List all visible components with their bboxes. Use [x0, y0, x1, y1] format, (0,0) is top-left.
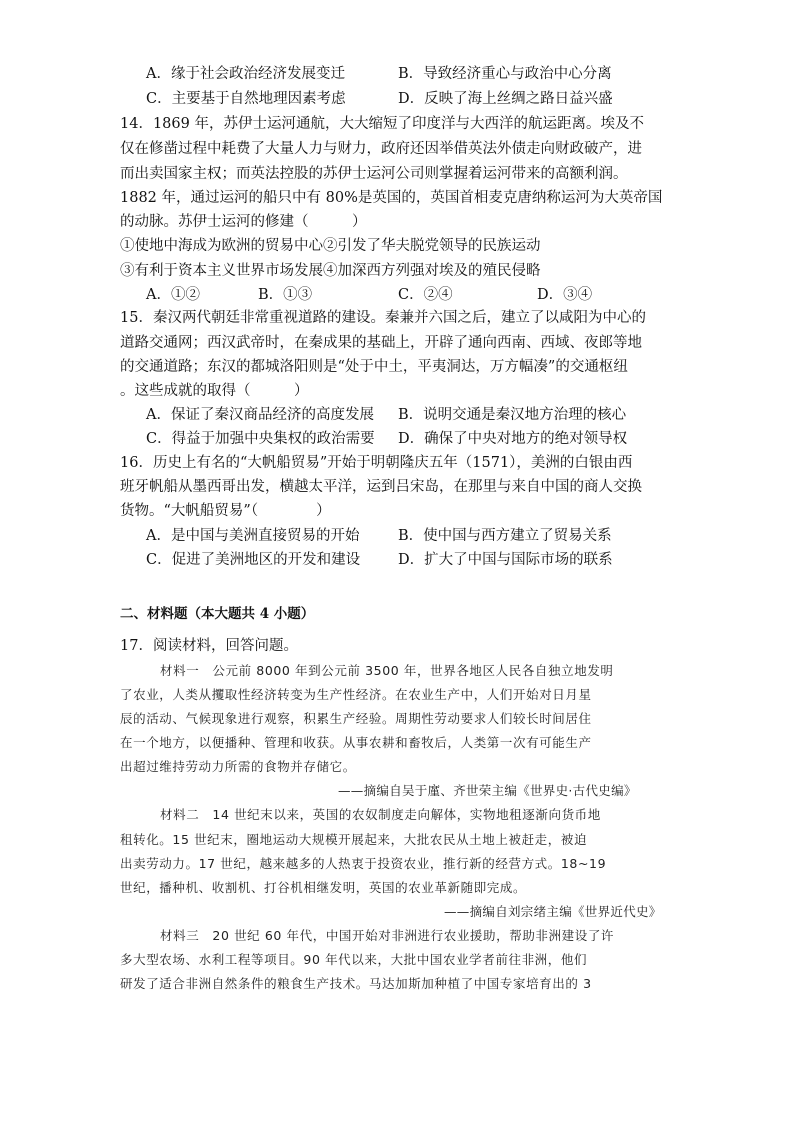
- material-three-line: 材料三 20 世纪 60 年代，中国开始对非洲进行农业援助，帮助非洲建设了许: [160, 928, 615, 943]
- q14-line: 仅在修凿过程中耗费了大量人力与财力，政府还因举借英法外债走向财政破产，进: [120, 141, 642, 157]
- q14-line: 而出卖国家主权；而英法控股的苏伊士运河公司则掌握着运河带来的高额利润。: [120, 166, 628, 182]
- q14-statement: ③有利于资本主义世界市场发展④加深西方列强对埃及的殖民侵略: [120, 263, 541, 279]
- q15-line: 道路交通网；西汉武帝时，在秦成果的基础上，开辟了通向西南、西域、夜郎等地: [120, 335, 642, 351]
- q14-line: 1882 年，通过运河的船只中有 80%是英国的，英国首相麦克唐纳称运河为大英帝国: [120, 190, 663, 206]
- q15-option-a: A．保证了秦汉商品经济的高度发展: [146, 407, 374, 423]
- material-one-line: 材料一 公元前 8000 年到公元前 3500 年，世界各地区人民各自独立地发明: [160, 663, 614, 678]
- q15-option-d: D．确保了中央对地方的绝对领导权: [398, 431, 628, 447]
- q14-statement: ①使地中海成为欧洲的贸易中心②引发了华夫脱党领导的民族运动: [120, 238, 541, 254]
- q16-option-c: C．促进了美洲地区的开发和建设: [146, 552, 361, 568]
- q15-line: 。这些成就的取得（ ）: [120, 383, 309, 399]
- material-two-line: 出卖劳动力。17 世纪，越来越多的人热衷于投资农业，推行新的经营方式。18~19: [120, 856, 607, 871]
- q14-line: 的动脉。苏伊士运河的修建（ ）: [120, 214, 367, 230]
- q15-option-c: C．得益于加强中央集权的政治需要: [146, 431, 375, 447]
- material-two-source: ——摘编自刘宗绪主编《世界近代史》: [444, 904, 662, 919]
- material-one-source: ——摘编自吴于廑、齐世荣主编《世界史·古代史编》: [338, 783, 637, 798]
- q16-line: 16．历史上有名的“大帆船贸易”开始于明朝隆庆五年（1571），美洲的白银由西: [120, 455, 633, 471]
- material-one-line: 了农业，人类从攫取性经济转变为生产性经济。在农业生产中，人们开始对日月星: [120, 687, 592, 702]
- q16-line: 货物。“大帆船贸易”（ ）: [120, 503, 331, 519]
- q13-option-b: B．导致经济重心与政治中心分离: [398, 66, 612, 82]
- q14-option-b: B．①③: [258, 287, 313, 303]
- material-three-line: 多大型农场、水利工程等项目。90 年代以来，大批中国农业学者前往非洲，他们: [120, 952, 588, 967]
- q14-line: 14．1869 年，苏伊士运河通航，大大缩短了印度洋与大西洋的航运距离。埃及不: [120, 116, 644, 132]
- q14-option-c: C．②④: [398, 287, 453, 303]
- q16-option-d: D．扩大了中国与国际市场的联系: [398, 552, 613, 568]
- q17-intro: 17．阅读材料，回答问题。: [120, 638, 298, 654]
- q15-line: 15．秦汉两代朝廷非常重视道路的建设。秦兼并六国之后，建立了以咸阳为中心的: [120, 310, 646, 326]
- material-two-line: 材料二 14 世纪末以来，英国的农奴制度走向解体，实物地租逐渐向货币地: [160, 807, 601, 822]
- material-two-line: 租转化。15 世纪末，圈地运动大规模开展起来，大批农民从土地上被赶走，被迫: [120, 832, 588, 847]
- section-heading: 二、材料题（本大题共 4 小题）: [120, 606, 315, 622]
- q13-option-a: A．缘于社会政治经济发展变迁: [146, 66, 345, 82]
- q16-option-a: A．是中国与美洲直接贸易的开始: [146, 528, 360, 544]
- q15-line: 的交通道路；东汉的都城洛阳则是“处于中土，平夷洞达，万方幅凑”的交通枢纽: [120, 359, 628, 375]
- material-three-line: 研发了适合非洲自然条件的粮食生产技术。马达加斯加种植了中国专家培育出的 3: [120, 976, 592, 991]
- q13-option-d: D．反映了海上丝绸之路日益兴盛: [398, 91, 613, 107]
- q14-option-d: D．③④: [537, 287, 593, 303]
- material-two-line: 世纪，播种机、收割机、打谷机相继发明，英国的农业革新随即完成。: [120, 880, 527, 895]
- material-one-line: 辰的活动、气候现象进行观察，积累生产经验。周期性劳动要求人们较长时间居住: [120, 711, 592, 726]
- q16-line: 班牙帆船从墨西哥出发，横越太平洋，运到吕宋岛，在那里与来自中国的商人交换: [120, 479, 642, 495]
- material-one-line: 在一个地方，以便播种、管理和收获。从事农耕和畜牧后，人类第一次有可能生产: [120, 735, 592, 750]
- q13-option-c: C．主要基于自然地理因素考虑: [146, 91, 346, 107]
- q14-option-a: A．①②: [146, 287, 200, 303]
- material-one-line: 出超过维持劳动力所需的食物并存储它。: [120, 759, 356, 774]
- q15-option-b: B．说明交通是秦汉地方治理的核心: [398, 407, 627, 423]
- q16-option-b: B．使中国与西方建立了贸易关系: [398, 528, 612, 544]
